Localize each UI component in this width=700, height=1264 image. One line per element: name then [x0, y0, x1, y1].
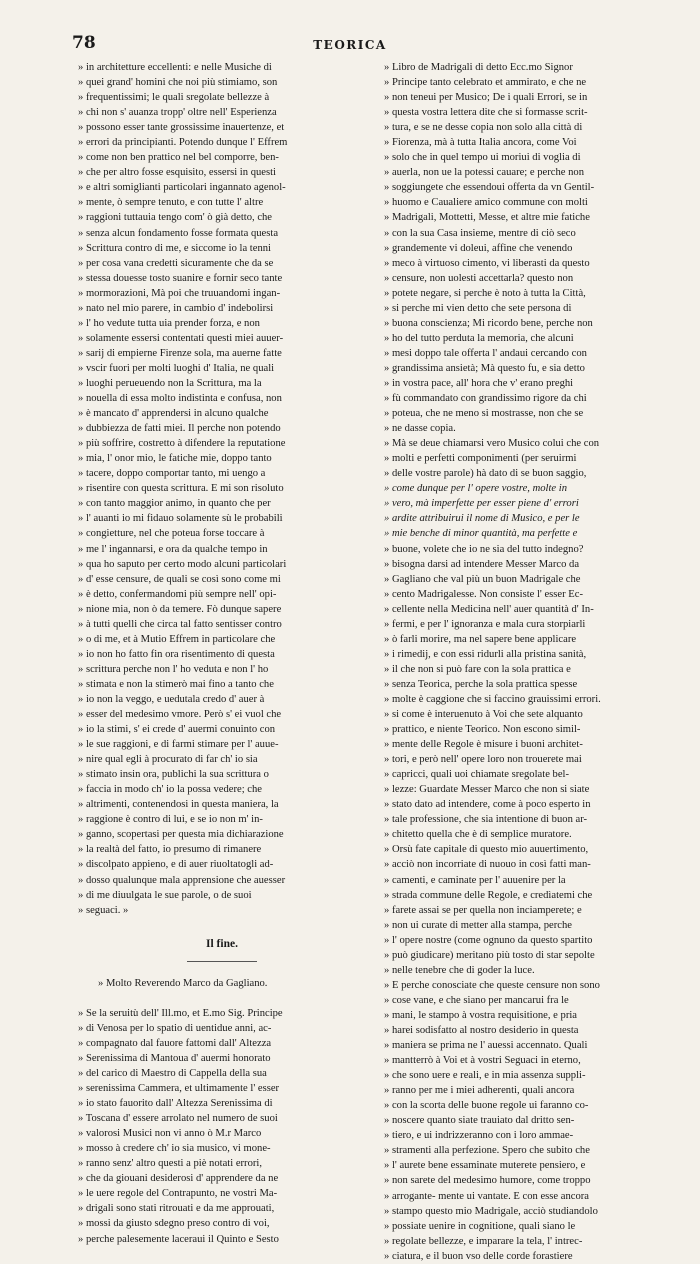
text-line: » faccia in modo ch' io la possa vedere; che — [78, 784, 262, 796]
text-line: » acciò non incorriate di nuouo in così fatti man- — [384, 859, 591, 871]
text-line: » fù commandato con grandissimo rigore da chi — [384, 393, 587, 405]
text-line: » Serenissima di Mantoua d' auermi honorato — [78, 1052, 271, 1064]
left-column — [78, 60, 366, 1247]
text-line: » senza Teorica, perche la sola prattica spesse — [384, 678, 578, 690]
text-line: » risentire con questa scrittura. E mi son risoluto — [78, 483, 284, 495]
right-text-block-3 — [384, 978, 684, 1264]
text-line: » ranno senz' altro questi a piè notati errori, — [78, 1158, 262, 1170]
text-line: » Libro de Madrigali di detto Ecc.mo Signor — [384, 62, 573, 73]
text-line: » potete negare, si perche è noto à tutta la Città, — [384, 287, 586, 299]
text-line: » me l' ingannarsi, e ora da qualche tempo in — [78, 543, 268, 555]
text-line: » d' esse censure, de quali se così sono come mi — [78, 573, 281, 585]
text-line: » auerla, non ue la potessi cauare; e perche non — [384, 167, 585, 179]
text-line: » possono esser tante grossissime inauertenze, et — [78, 122, 285, 134]
divider-rule — [187, 961, 257, 962]
text-line: » come dunque per l' opere vostre, molte in — [384, 483, 568, 495]
text-line: » stramenti alla perfezione. Spero che subito che — [384, 1145, 590, 1157]
text-line: » stessa douesse tosto suanire e fornir seco tante — [78, 272, 283, 284]
text-line: » non teneui per Musico; De i quali Errori, se in — [384, 92, 588, 104]
text-line: » chitetto quella che è di semplice muratore. — [384, 829, 572, 841]
text-line: » la realtà del fatto, io presumo di rimanere — [78, 844, 262, 856]
text-line: » dosso qualunque mala apprensione che auesser — [78, 874, 286, 886]
text-line: » mani, le stampo à vostra requisitione, e pria — [384, 1009, 577, 1021]
text-line: » solamente essersi contentati questi miei auuer- — [78, 332, 284, 344]
text-line: » possiate uenire in cognitione, quali siano le — [384, 1220, 576, 1232]
text-line: » più soffrire, costretto à difendere la reputatione — [78, 438, 286, 450]
text-line: » con la sua Casa insieme, mentre di ciò seco — [384, 227, 576, 239]
page-number: 78 — [72, 33, 96, 53]
text-line: » per cosa vana credetti sicuramente che da se — [78, 257, 274, 269]
text-line: » huomo e Caualiere amico commune con molti — [384, 197, 588, 209]
text-line: » vscir fuori per molti luoghi d' Italia, ne quali — [78, 362, 275, 374]
text-line: » meco à virtuoso cimento, vi liberasti da questo — [384, 257, 590, 269]
text-line: » E perche conosciate che queste censure non sono — [384, 979, 600, 991]
text-line: » che sono uere e reali, e in mia assenza suppli- — [384, 1070, 586, 1082]
text-line: » di Venosa per lo spatio di uentidue anni, ac- — [78, 1022, 272, 1034]
text-line: » Madrigali, Mottetti, Messe, et altre mie fatiche — [384, 212, 590, 224]
text-line: » che per altro fosse esquisito, essersi in questi — [78, 167, 277, 179]
text-line: » io non ho fatto fin ora risentimento di questa — [78, 648, 275, 660]
text-line: » Se la seruitù dell' Ill.mo, et E.mo Sig. Principe — [78, 1007, 283, 1019]
text-line: » io la stimi, s' ei crede d' auermi conuinto con — [78, 724, 276, 736]
text-line: » le uere regole del Contrapunto, ne vostri Ma- — [78, 1188, 278, 1200]
text-line: » solo che in quel tempo ui moriui di voglia di — [384, 152, 581, 164]
text-line: » strada commune delle Regole, e credìatemi che — [384, 889, 593, 901]
text-line: » molte è caggione che si faccino grauissimi errori. — [384, 693, 601, 705]
text-line: » stato dato ad intendere, come à poco esperto in — [384, 799, 591, 811]
text-line: » nire qual egli à procurato di far ch' io sia — [78, 754, 258, 766]
text-line: » poteua, che ne meno si mostrasse, non che se — [384, 408, 584, 420]
right-column — [384, 60, 684, 1264]
text-line: » Principe tanto celebrato et ammirato, e che ne — [384, 77, 587, 89]
text-line: » ciatura, e il buon vso delle corde forastiere — [384, 1250, 573, 1262]
text-line: » fermi, e per l' ignoranza e mala cura storpiarli — [384, 618, 586, 630]
text-line: » camenti, e caminate per l' auuenire per la — [384, 874, 566, 886]
text-line: » e altri somiglianti particolari ingannato agenol- — [78, 182, 286, 194]
text-line: » questa vostra lettera dite che si formasse scrit- — [384, 107, 588, 119]
text-line: » chi non s' auanza tropp' oltre nell' Esperienza — [78, 107, 277, 119]
il-fine-heading: Il fine. — [206, 937, 238, 950]
text-line: » scrittura perche non l' ho veduta e non l' ho — [78, 663, 269, 675]
text-line: » maniera se prima ne l' auessi accennato. Quali — [384, 1040, 588, 1052]
text-line: » frequentissimi; le quali sregolate bellezze à — [78, 92, 270, 104]
text-line: » mormorazioni, Mà poi che truuandomi ingan- — [78, 287, 281, 299]
text-line: » io non la veggo, e uedutala credo d' auer à — [78, 693, 265, 705]
text-line: » o di me, et à Mutio Effrem in particolare che — [78, 633, 276, 645]
text-line: » le sue raggioni, e di farmi stimare per l' auue- — [78, 739, 279, 751]
text-line: » con tanto maggior animo, in quanto che per — [78, 498, 271, 510]
text-line: » lezze: Guardate Messer Marco che non si siate — [384, 784, 590, 796]
text-line: » non sarete del medesimo humore, come troppo — [384, 1175, 591, 1187]
text-line: » stampo questo mio Madrigale, acciò studiandolo — [384, 1205, 598, 1217]
text-line: » del carico di Maestro di Cappella della sua — [78, 1068, 267, 1079]
text-line: » ranno per me i miei adherenti, quali ancora — [384, 1085, 575, 1097]
text-line: » esser del medesimo vmore. Però s' ei vuol che — [78, 709, 282, 721]
text-line: » cento Madrigalesse. Non consiste l' esser Ec- — [384, 588, 584, 600]
text-line: » vero, mà imperfette per esser piene d' errori — [384, 498, 579, 510]
text-line: » mantterrò à Voi et à vostri Seguaci in eterno, — [384, 1055, 581, 1067]
text-line: » prattico, e niente Teorico. Non escono simil- — [384, 724, 581, 736]
spacer — [78, 918, 366, 933]
text-line: » mente, ò sempre tenuto, e con tutte l' altre — [78, 197, 264, 209]
text-line: » tacere, doppo comportar tanto, mi uengo a — [78, 468, 266, 480]
text-line: » nione mia, non ò da temere. Fò dunque sapere — [78, 603, 282, 615]
text-line: » Mà se deue chiamarsi vero Musico colui che con — [384, 438, 600, 450]
text-line: » harei sodisfatto al nostro desiderio in questa — [384, 1025, 579, 1036]
text-line: » capricci, quali uoi chiamate sregolate bel- — [384, 769, 570, 781]
text-line: » cose vane, e che siano per mancarui fra le — [384, 994, 569, 1006]
text-line: » compagnato dal fauore fattomi dall' Altezza — [78, 1037, 272, 1049]
text-line: » con la scorta delle buone regole ui faranno co- — [384, 1100, 589, 1112]
spacer — [78, 991, 366, 1006]
text-line: » l' opere nostre (come ognuno da questo spartito — [384, 934, 593, 946]
text-line: » i rimedij, e con essi ridurli alla pristina sanità, — [384, 648, 587, 660]
text-line: » arrogante- mente ui vantate. E con esse ancora — [384, 1190, 590, 1202]
left-text-block-1 — [78, 60, 366, 918]
text-line: » soggiungete che essendoui offerta da vn Gentil- — [384, 182, 595, 194]
text-line: » serenissima Cammera, et ultimamente l' esser — [78, 1083, 280, 1095]
text-line: » che da giouani desiderosi d' apprendere da ne — [78, 1173, 279, 1185]
text-line: » nouella di essa molto indistinta e confusa, non — [78, 393, 282, 405]
text-line: » farete assai se per quella non inciamperete; e — [384, 904, 582, 916]
text-line: » ò farli morire, ma nel sapere bene applicare — [384, 633, 577, 645]
text-line: » non ui curate di metter alla stampa, perche — [384, 919, 572, 931]
text-line: » mia, l' onor mio, le fatiche mie, doppo tanto — [78, 453, 272, 465]
text-line: » raggione è contro di lui, e se io non m' in- — [78, 814, 263, 826]
text-line: » stimata e non la stimerò mai fino a tanto che — [78, 678, 274, 690]
text-line: » ho del tutto perduta la memoria, che alcuni — [384, 332, 574, 344]
text-line: » tiero, e ui indrizzeranno con i loro ammae- — [384, 1130, 574, 1142]
text-line: » grandissima ansietà; Mà questo fu, e sia detto — [384, 362, 585, 374]
text-line: » tale professione, che sia intentione di buon ar- — [384, 814, 588, 826]
text-line: » tori, e però nell' opere loro non trouerete mai — [384, 754, 582, 766]
text-line: » sarij di empierne Firenze sola, ma auerne fatte — [78, 347, 282, 359]
text-line: » molti e perfetti componimenti (per seruirmi — [384, 453, 577, 465]
text-line: » luoghi perueuendo non la Scrittura, ma la — [78, 377, 262, 389]
text-line: » come non ben prattico nel bel comporre, ben- — [78, 152, 279, 164]
text-line: » congietture, nel che poteua forse toccare à — [78, 528, 265, 540]
text-line: » mosso à credere ch' io sia musico, vi mone- — [78, 1143, 271, 1155]
text-line: » Toscana d' essere arrolato nel numero de suoi — [78, 1113, 278, 1125]
text-line: » bisogna darsi ad intendere Messer Marco da — [384, 558, 580, 570]
text-line: » grandemente vi doleui, affine che venendo — [384, 242, 573, 254]
text-line: » io stato fauorito dall' Altezza Serenissima di — [78, 1098, 273, 1110]
text-line: » perche palesemente laceraui il Quinto e Sesto — [78, 1233, 279, 1245]
text-line: » l' ho vedute tutta uia prender forza, e non — [78, 317, 260, 329]
letter-address: » Molto Reverendo Marco da Gagliano. — [98, 977, 268, 989]
text-line: » noscere quanto siate trauiato dal dritto sen- — [384, 1115, 575, 1127]
text-line: » si come è interuenuto à Voi che sete alquanto — [384, 709, 583, 721]
text-line: » nato nel mio parere, in cambio d' indebolirsi — [78, 302, 274, 314]
text-line: » altrimenti, contenendosi in questa maniera, la — [78, 799, 279, 811]
text-line: » ardite attribuirui il nome di Musico, e per le — [384, 513, 580, 525]
text-line: » raggioni tuttauia tengo com' ò già detto, che — [78, 212, 273, 224]
right-text-block-2 — [384, 436, 684, 978]
text-line: » Gagliano che val più un buon Madrigale che — [384, 573, 581, 585]
text-line: » in vostra pace, all' hora che v' erano preghi — [384, 377, 574, 389]
text-line: » mie benche di minor quantità, ma perfette e — [384, 528, 578, 540]
text-line: » tura, e se ne desse copia non solo alla città di — [384, 122, 583, 134]
text-line: » mesi doppo tale offerta l' andaui cercando con — [384, 347, 587, 359]
text-line: » l' aurete bene essaminate muterete pensiero, e — [384, 1160, 586, 1172]
text-line: » è mancato d' apprendersi in alcuno qualche — [78, 408, 269, 420]
text-line: » Orsù fate capitale di questo mio auuertimento, — [384, 844, 589, 856]
text-line: » può giudicare) meritano più tosto di star sepolte — [384, 949, 595, 961]
text-line: » cellente nella Medicina nell' auer quantità d' In- — [384, 603, 594, 615]
text-line: » di me diuulgata le sue parole, o de suoi — [78, 889, 252, 901]
text-line: » discolpato appieno, e di auer riuoltatogli ad- — [78, 859, 274, 871]
text-line: » errori da principianti. Potendo dunque l' Effrem — [78, 137, 288, 149]
text-line: » l' auanti io mi fidauo solamente sù le probabili — [78, 513, 283, 525]
left-text-block-2 — [78, 1006, 366, 1247]
text-line: » mossi da giusto sdegno preso contro di voi, — [78, 1218, 270, 1230]
text-line: » valorosi Musici non vi anno ò M.r Marco — [78, 1128, 262, 1140]
text-line: » è detto, confermandomi più sempre nell' opi- — [78, 588, 277, 600]
text-line: » stimato insin ora, publichi la sua scrittura o — [78, 769, 269, 781]
text-line: » il che non si può fare con la sola prattica e — [384, 663, 571, 675]
text-line: » mente delle Regole è misure i buoni architet- — [384, 739, 583, 751]
text-line: » buona conscienza; Mi ricordo bene, perche non — [384, 317, 593, 329]
text-line: » censure, non uolesti accettarla? questo non — [384, 272, 574, 284]
text-line: » Fiorenza, mà à tutta Italia ancora, come Voi — [384, 137, 577, 149]
text-line: » quei grand' homini che noi più stimiamo, son — [78, 77, 278, 89]
text-line: » à tutti quelli che circa tal fatto sentisser contro — [78, 618, 282, 630]
text-line: » seguaci. » — [78, 904, 129, 916]
text-line: » ne dasse copia. — [384, 423, 456, 435]
text-line: » regolate bellezze, e imparare la tela, l' intrec- — [384, 1235, 583, 1247]
text-line: » qua ho saputo per certo modo alcuni particolari — [78, 558, 287, 570]
text-line: » buone, volete che io ne sia del tutto indegno? — [384, 543, 584, 555]
text-line: » delle vostre parole) hà dato di se buon saggio, — [384, 468, 587, 480]
text-line: » drigali sono stati ritrouati e da me approuati, — [78, 1203, 275, 1215]
text-line: » si perche mi vien detto che sete persona di — [384, 302, 572, 314]
running-head: TEORICA — [313, 38, 387, 52]
text-line: » ganno, scopertasi per questa mia dichiarazione — [78, 829, 284, 841]
right-text-block-1 — [384, 60, 684, 436]
text-line: » dubbiezza de fatti miei. Il perche non potendo — [78, 423, 281, 435]
text-line: » senza alcun fondamento fosse formata questa — [78, 227, 279, 239]
text-line: » Scrittura contro di me, e siccome io la tenni — [78, 242, 271, 254]
text-line: » nelle tenebre che di goder la luce. — [384, 964, 535, 976]
text-line: » in architetture eccellenti: e nelle Musiche di — [78, 62, 272, 73]
